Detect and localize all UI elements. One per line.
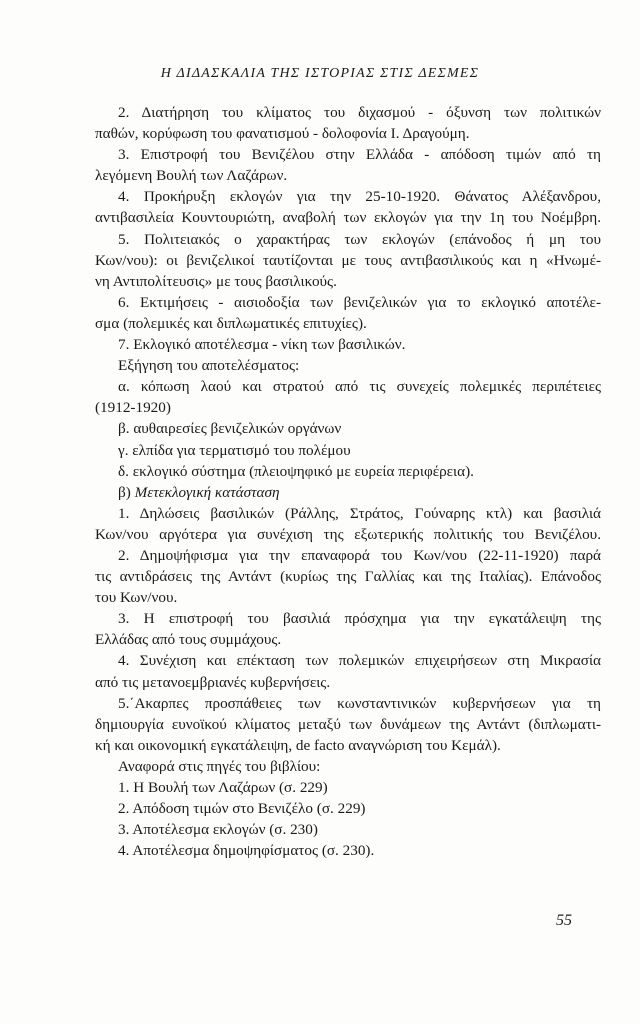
section-heading — [95, 482, 601, 503]
list-item: 2. Απόδοση τιμών στο Βενιζέλο (σ. 229) — [118, 800, 366, 818]
text-line: β. αυθαιρεσίες βενιζελικών οργάνων — [118, 420, 342, 438]
text-line: νη Αντιπολίτευσις» με τους βασιλικούς. — [95, 272, 337, 290]
section-title: Μετεκλογική κατάσταση — [134, 483, 280, 501]
text-line: 5.΄Ακαρπες προσπάθειες των κωνσταντινικών κυβερνήσεων για τη — [118, 694, 601, 712]
text-line: τις αντιδράσεις της Αντάντ (κυρίως της Γαλλίας και της Ιταλίας). Επάνοδος — [95, 568, 601, 586]
text-line: γ. ελπίδα για τερματισμό του πολέμου — [118, 441, 351, 459]
text-line: 5. Πολιτειακός ο χαρακτήρας των εκλογών (επάνοδος ή μη του — [118, 230, 601, 248]
text-line: παθών, κορύφωση του φανατισμού - δολοφονία Ι. Δραγούμη. — [95, 125, 470, 143]
text-line: 2. Δημοψήφισμα για την επαναφορά του Κων/νου (22-11-1920) παρά — [118, 546, 601, 564]
text-line: 4. Προκήρυξη εκλογών για την 25-10-1920. Θάνατος Αλέξανδρου, — [118, 188, 601, 206]
text-line: (1912-1920) — [95, 399, 171, 417]
page-number: 55 — [556, 912, 572, 929]
text-line: 1. Δηλώσεις βασιλικών (Ράλλης, Στράτος, Γούναρης κτλ) και βασιλιά — [118, 504, 601, 522]
text-line: δ. εκλογικό σύστημα (πλειοψηφικό με ευρεία περιφέρεια). — [118, 462, 474, 480]
text-line: αντιβασιλεία Κουντουριώτη, αναβολή των εκλογών για την 1η του Νοέμβρη. — [95, 209, 601, 227]
text-line: 3. Επιστροφή του Βενιζέλου στην Ελλάδα - απόδοση τιμών από τη — [118, 146, 601, 164]
text-line: 4. Συνέχιση και επέκταση των πολεμικών επιχειρήσεων στη Μικρασία — [118, 652, 601, 670]
text-line: σμα (πολεμικές και διπλωματικές επιτυχίες). — [95, 314, 367, 332]
section-marker: β) — [118, 483, 131, 501]
text-line: Ελλάδας από τους συμμάχους. — [95, 631, 282, 649]
text-line: 7. Εκλογικό αποτέλεσμα - νίκη των βασιλικών. — [118, 336, 406, 354]
list-item: 4. Αποτέλεσμα δημοψηφίσματος (σ. 230). — [118, 842, 375, 860]
running-header: Η ΔΙΔΑΣΚΑΛΙΑ ΤΗΣ ΙΣΤΟΡΙΑΣ ΣΤΙΣ ΔΕΣΜΕΣ — [160, 66, 480, 81]
text-line: Αναφορά στις πηγές του βιβλίου: — [118, 757, 321, 775]
text-line: 3. Η επιστροφή του βασιλιά πρόσχημα για την εγκατάλειψη της — [118, 610, 601, 628]
page-body — [95, 102, 601, 861]
text-line: λεγόμενη Βουλή των Λαζάρων. — [95, 167, 288, 185]
text-line: Κων/νου): οι βενιζελικοί ταυτίζονται με τους αντιβασιλικούς και η «Ηνωμέ- — [95, 251, 601, 269]
text-line: Εξήγηση του αποτελέσματος: — [118, 357, 300, 375]
text-line: από τις μετανοεμβριανές κυβερνήσεις. — [95, 673, 331, 691]
text-line: Κων/νου αργότερα για συνέχιση της εξωτερικής πολιτικής του Βενιζέλου. — [95, 525, 601, 543]
text-line: κή και οικονομική εγκατάλειψη, de facto αναγνώριση του Κεμάλ). — [95, 736, 501, 754]
text-line: 6. Εκτιμήσεις - αισιοδοξία των βενιζελικών για το εκλογικό αποτέλε- — [118, 293, 601, 311]
text-line: του Κων/νου. — [95, 589, 178, 607]
text-line: α. κόπωση λαού και στρατού από τις συνεχείς πολεμικές περιπέτειες — [118, 378, 601, 396]
list-item: 3. Αποτέλεσμα εκλογών (σ. 230) — [118, 821, 318, 839]
text-line: δημιουργία ευνοϊκού κλίματος μεταξύ των δυνάμεων της Αντάντ (διπλωματι- — [95, 715, 601, 733]
list-item: 1. Η Βουλή των Λαζάρων (σ. 229) — [118, 779, 328, 796]
text-line: 2. Διατήρηση του κλίματος του διχασμού - όξυνση των πολιτικών — [118, 104, 601, 121]
